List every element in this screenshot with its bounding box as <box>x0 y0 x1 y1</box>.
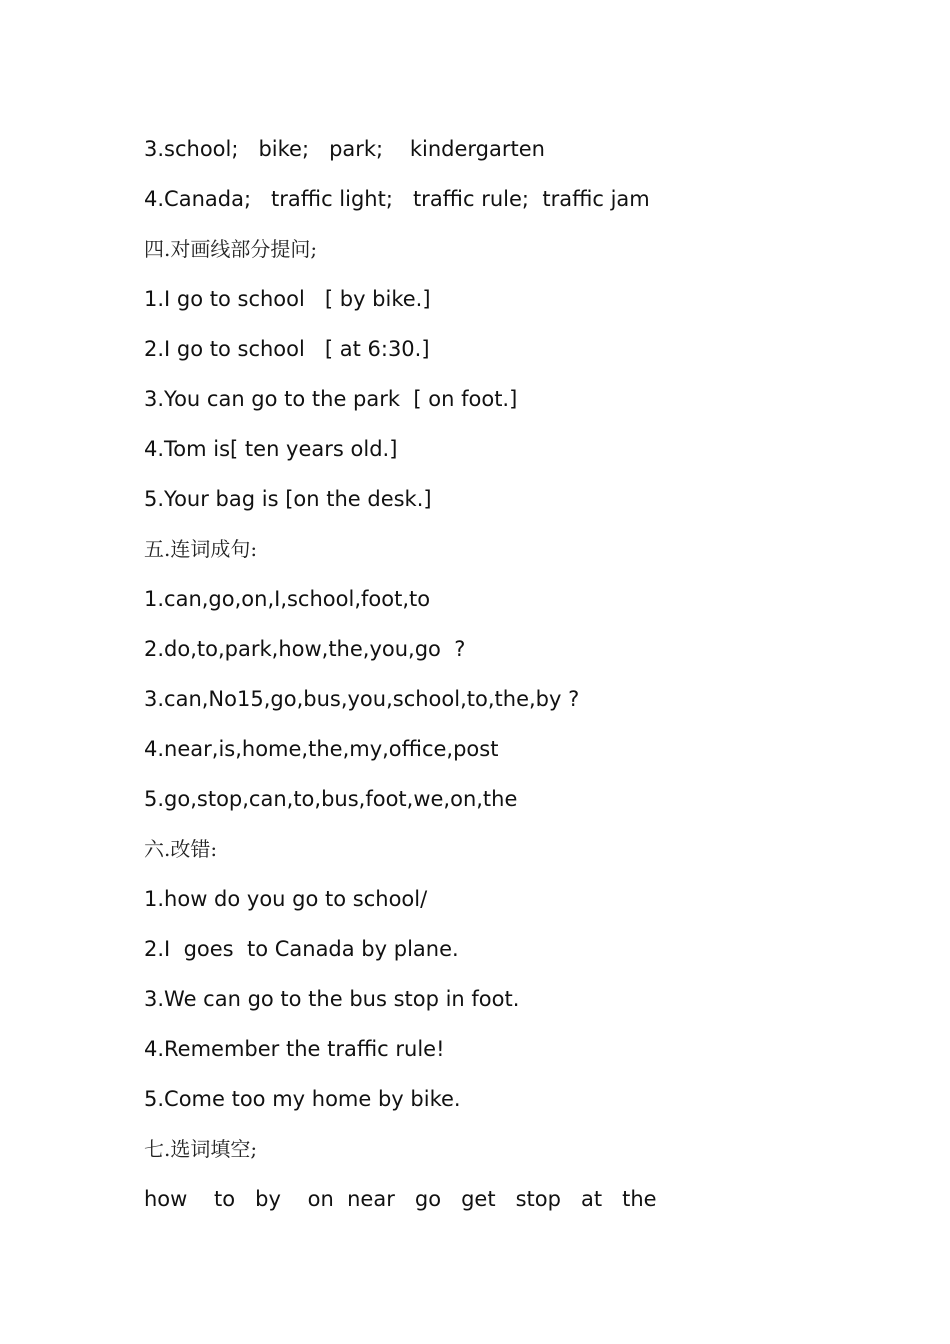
question-item-1: 1.I go to school [ by bike.] <box>144 287 431 311</box>
correction-item-5: 5.Come too my home by bike. <box>144 1087 461 1111</box>
section-heading-7: 七.选词填空; <box>144 1137 258 1161</box>
word-bank: how to by on near go get stop at the <box>144 1187 657 1211</box>
section-heading-4: 四.对画线部分提问; <box>144 237 318 261</box>
sentence-item-3: 3.can,No15,go,bus,you,school,to,the,by ? <box>144 687 580 711</box>
question-item-3: 3.You can go to the park [ on foot.] <box>144 387 518 411</box>
question-item-2: 2.I go to school [ at 6:30.] <box>144 337 430 361</box>
question-item-4: 4.Tom is[ ten years old.] <box>144 437 398 461</box>
correction-item-2: 2.I goes to Canada by plane. <box>144 937 459 961</box>
answer-line-3: 3.school; bike; park; kindergarten <box>144 137 545 161</box>
answer-line-4: 4.Canada; traffic light; traffic rule; traffic jam <box>144 187 650 211</box>
correction-item-4: 4.Remember the traffic rule! <box>144 1037 445 1061</box>
section-heading-5: 五.连词成句: <box>144 537 258 561</box>
question-item-5: 5.Your bag is [on the desk.] <box>144 487 432 511</box>
correction-item-3: 3.We can go to the bus stop in foot. <box>144 987 520 1011</box>
correction-item-1: 1.how do you go to school/ <box>144 887 428 911</box>
sentence-item-2: 2.do,to,park,how,the,you,go ? <box>144 637 466 661</box>
sentence-item-1: 1.can,go,on,I,school,foot,to <box>144 587 431 611</box>
sentence-item-5: 5.go,stop,can,to,bus,foot,we,on,the <box>144 787 518 811</box>
section-heading-6: 六.改错: <box>144 837 218 861</box>
sentence-item-4: 4.near,is,home,the,my,office,post <box>144 737 499 761</box>
